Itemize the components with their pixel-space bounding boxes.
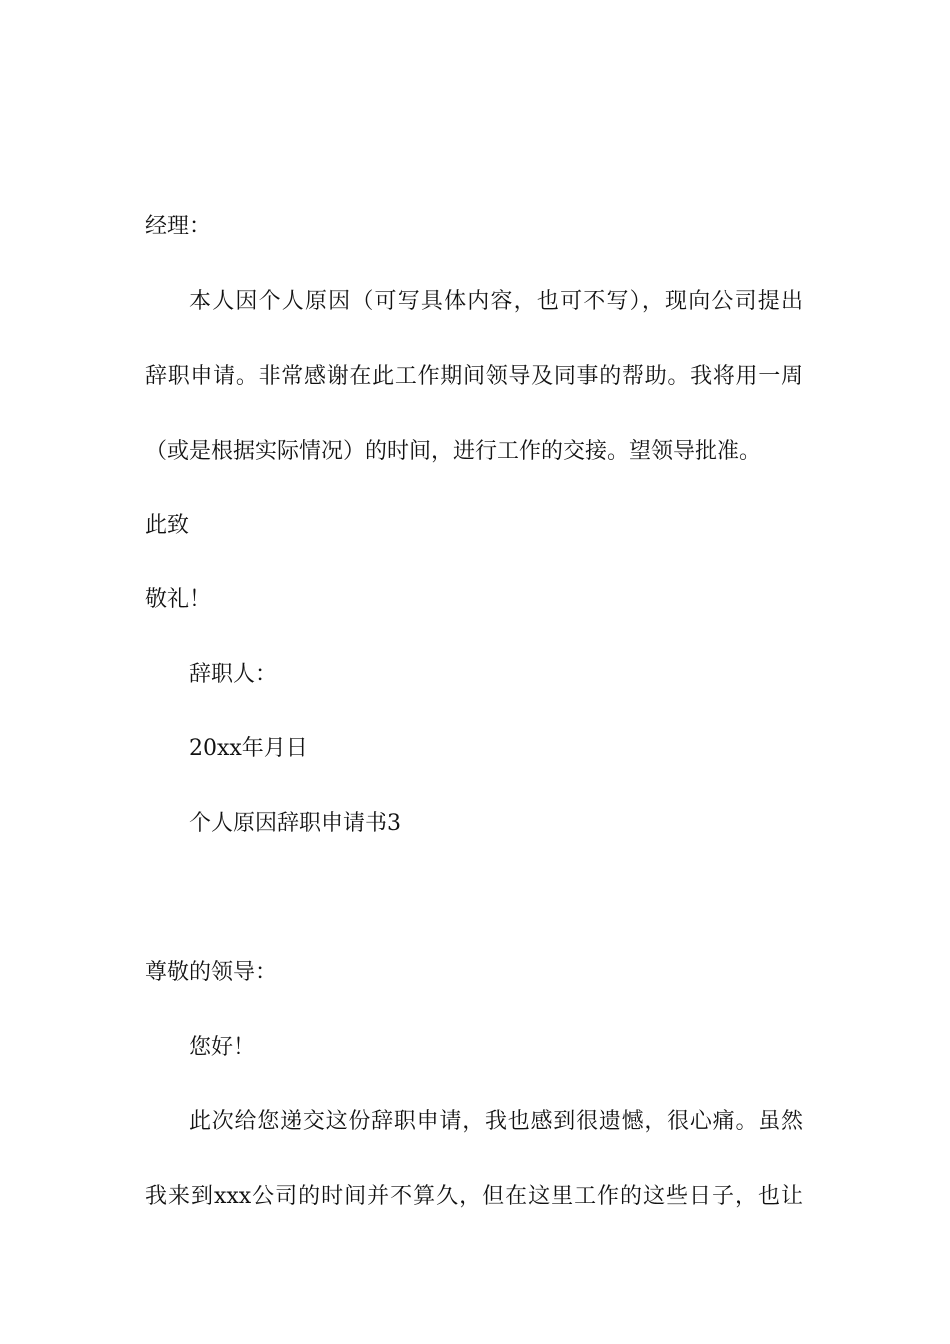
letter1-closing-1: 此致 [145,513,190,538]
letter1-signer-label: 辞职人： [189,662,278,687]
letter1-date: 20xx年月日 [189,736,308,761]
letter2-salutation: 尊敬的领导： [145,960,278,985]
letter1-body-line-2: 辞职申请。非常感谢在此工作期间领导及同事的帮助。我将用一周 [145,364,803,389]
letter2-greeting: 您好！ [189,1035,256,1060]
letter1-closing-2: 敬礼！ [145,587,212,612]
letter1-body-line-3: （或是根据实际情况）的时间，进行工作的交接。望领导批准。 [145,439,762,464]
letter1-body-line-1: 本人因个人原因（可写具体内容，也可不写），现向公司提出 [189,289,803,314]
section-title: 个人原因辞职申请书3 [189,811,401,836]
letter2-body-line-2: 我来到xxx公司的时间并不算久，但在这里工作的这些日子，也让 [145,1184,803,1209]
letter1-salutation: 经理： [145,214,212,239]
letter2-body-line-1: 此次给您递交这份辞职申请，我也感到很遗憾，很心痛。虽然 [189,1109,803,1134]
